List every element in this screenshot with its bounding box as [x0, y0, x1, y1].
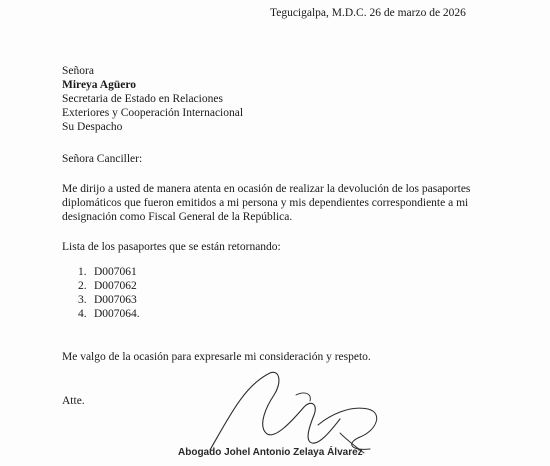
- addressee-title: Señora: [62, 65, 94, 77]
- addressee-office: Su Despacho: [62, 121, 123, 133]
- passport-code: D007063: [94, 294, 137, 306]
- passport-list: [78, 265, 140, 321]
- closing-sentence: Me valgo de la ocasión para expresarle mi consideración y respeto.: [62, 351, 371, 363]
- list-item: [78, 307, 140, 321]
- dateline: Tegucigalpa, M.D.C. 26 de marzo de 2026: [270, 7, 466, 19]
- list-item-number: 2.: [78, 280, 87, 292]
- salutation: Señora Canciller:: [62, 153, 143, 165]
- list-item: [78, 265, 140, 279]
- signer-name: Abogado Johel Antonio Zelaya Álvarez: [178, 447, 363, 458]
- list-item-number: 3.: [78, 294, 87, 306]
- list-item-number: 4.: [78, 308, 87, 320]
- list-item-number: 1.: [78, 266, 87, 278]
- list-item: [78, 293, 140, 307]
- addressee-name: Mireya Agüero: [62, 79, 136, 91]
- addressee-block: [62, 64, 243, 134]
- passport-code: D007062: [94, 280, 137, 292]
- addressee-position-line1: Secretaria de Estado en Relaciones: [62, 93, 223, 105]
- addressee-position-line2: Exteriores y Cooperación Internacional: [62, 107, 244, 119]
- sign-off: Atte.: [62, 395, 85, 407]
- handwritten-signature: [200, 355, 420, 455]
- passport-code: D007064.: [94, 308, 140, 320]
- passport-code: D007061: [94, 266, 137, 278]
- body-paragraph: Me dirijo a usted de manera atenta en ocasión de realizar la devolución de los pasaportes diplomáticos que fueron emitidos a mi persona y mis dependientes correspondiente a mi designación como Fiscal General de la República.: [62, 183, 471, 223]
- list-intro: Lista de los pasaportes que se están retornando:: [62, 241, 281, 253]
- list-item: [78, 279, 140, 293]
